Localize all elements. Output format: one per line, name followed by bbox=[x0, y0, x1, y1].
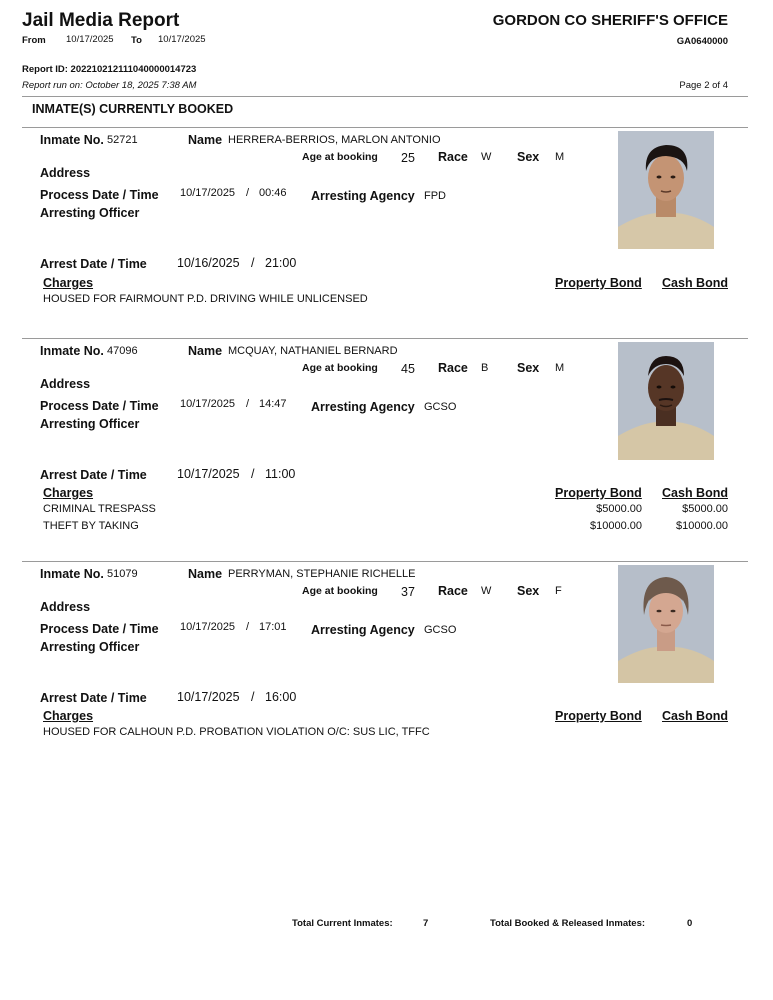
record-divider bbox=[22, 561, 748, 562]
process-time: 17:01 bbox=[259, 621, 287, 633]
record-divider bbox=[22, 338, 748, 339]
race-label: Race bbox=[438, 150, 468, 164]
booking-photo bbox=[618, 565, 714, 683]
agency-label: Arresting Agency bbox=[311, 400, 415, 414]
age-label: Age at booking bbox=[302, 362, 378, 374]
process-time: 00:46 bbox=[259, 187, 287, 199]
slash-separator: / bbox=[251, 256, 255, 270]
property-bond-header: Property Bond bbox=[555, 486, 642, 500]
process-label: Process Date / Time bbox=[40, 622, 159, 636]
officer-label: Arresting Officer bbox=[40, 206, 140, 220]
cash-bond-header: Cash Bond bbox=[662, 276, 728, 290]
inmate-name: HERRERA-BERRIOS, MARLON ANTONIO bbox=[228, 134, 441, 146]
slash-separator: / bbox=[246, 398, 250, 410]
agency-label: Arresting Agency bbox=[311, 189, 415, 203]
inmate-no: 52721 bbox=[107, 134, 138, 146]
inmate-no-label: Inmate No. bbox=[40, 133, 104, 147]
section-title: INMATE(S) CURRENTLY BOOKED bbox=[32, 102, 234, 116]
charges-header: Charges bbox=[43, 709, 94, 723]
sex-value: M bbox=[555, 362, 565, 374]
charge-text: CRIMINAL TRESPASS bbox=[43, 503, 156, 515]
arrest-date: 10/17/2025 bbox=[177, 467, 240, 481]
process-time: 14:47 bbox=[259, 398, 287, 410]
sheriff-office: GORDON CO SHERIFF'S OFFICE bbox=[492, 12, 728, 29]
charge-text: THEFT BY TAKING bbox=[43, 520, 139, 532]
to-label: To bbox=[131, 35, 142, 46]
cash-bond-header: Cash Bond bbox=[662, 709, 728, 723]
age-value: 25 bbox=[401, 151, 415, 165]
to-date: 10/17/2025 bbox=[158, 34, 206, 45]
arrest-date: 10/17/2025 bbox=[177, 690, 240, 704]
charge-text: HOUSED FOR CALHOUN P.D. PROBATION VIOLATION O/C: SUS LIC, TFFC bbox=[43, 726, 430, 738]
booking-photo bbox=[618, 131, 714, 249]
arrest-time: 21:00 bbox=[265, 256, 297, 270]
inmate-name: MCQUAY, NATHANIEL BERNARD bbox=[228, 345, 398, 357]
age-value: 37 bbox=[401, 585, 415, 599]
total-released-label: Total Booked & Released Inmates: bbox=[490, 918, 646, 929]
property-bond-header: Property Bond bbox=[555, 709, 642, 723]
arrest-label: Arrest Date / Time bbox=[40, 691, 147, 705]
slash-separator: / bbox=[251, 690, 255, 704]
arrest-time: 16:00 bbox=[265, 690, 297, 704]
arrest-time: 11:00 bbox=[265, 467, 296, 481]
agency-value: FPD bbox=[424, 190, 446, 202]
header-divider bbox=[22, 96, 748, 97]
slash-separator: / bbox=[246, 187, 250, 199]
process-date: 10/17/2025 bbox=[180, 187, 236, 199]
charges-header: Charges bbox=[43, 486, 94, 500]
agency-id: GA0640000 bbox=[676, 36, 728, 47]
report-run-on: Report run on: October 18, 2025 7:38 AM bbox=[22, 80, 197, 91]
age-label: Age at booking bbox=[302, 151, 378, 163]
process-date: 10/17/2025 bbox=[180, 398, 236, 410]
total-released-value: 0 bbox=[687, 918, 693, 929]
name-label: Name bbox=[188, 567, 223, 581]
process-date: 10/17/2025 bbox=[180, 621, 236, 633]
page-number: Page 2 of 4 bbox=[679, 80, 728, 91]
name-label: Name bbox=[188, 133, 223, 147]
sex-label: Sex bbox=[517, 584, 540, 598]
race-value: B bbox=[481, 362, 489, 374]
slash-separator: / bbox=[251, 467, 255, 481]
inmate-no-label: Inmate No. bbox=[40, 344, 104, 358]
age-label: Age at booking bbox=[302, 585, 378, 597]
address-label: Address bbox=[40, 600, 91, 614]
arrest-label: Arrest Date / Time bbox=[40, 468, 147, 482]
cash-bond-value: $5000.00 bbox=[682, 503, 728, 515]
race-label: Race bbox=[438, 584, 468, 598]
cash-bond-header: Cash Bond bbox=[662, 486, 728, 500]
slash-separator: / bbox=[246, 621, 250, 633]
agency-label: Arresting Agency bbox=[311, 623, 415, 637]
inmate-name: PERRYMAN, STEPHANIE RICHELLE bbox=[228, 568, 416, 580]
inmate-no: 51079 bbox=[107, 568, 138, 580]
arrest-label: Arrest Date / Time bbox=[40, 257, 147, 271]
cash-bond-value: $10000.00 bbox=[676, 520, 728, 532]
agency-value: GCSO bbox=[424, 624, 457, 636]
age-value: 45 bbox=[401, 362, 415, 376]
address-label: Address bbox=[40, 377, 91, 391]
process-label: Process Date / Time bbox=[40, 399, 159, 413]
total-current-value: 7 bbox=[423, 918, 429, 929]
sex-value: M bbox=[555, 151, 565, 163]
from-date: 10/17/2025 bbox=[66, 34, 114, 45]
race-value: W bbox=[481, 585, 492, 597]
section-divider bbox=[22, 127, 748, 128]
report-id: Report ID: 202210212111040000014723 bbox=[22, 64, 197, 75]
booking-photo bbox=[618, 342, 714, 460]
inmate-no-label: Inmate No. bbox=[40, 567, 104, 581]
process-label: Process Date / Time bbox=[40, 188, 159, 202]
officer-label: Arresting Officer bbox=[40, 417, 140, 431]
from-label: From bbox=[22, 35, 46, 46]
charges-header: Charges bbox=[43, 276, 94, 290]
total-current-label: Total Current Inmates: bbox=[292, 918, 393, 929]
race-value: W bbox=[481, 151, 492, 163]
name-label: Name bbox=[188, 344, 223, 358]
inmate-no: 47096 bbox=[107, 345, 138, 357]
agency-value: GCSO bbox=[424, 401, 457, 413]
race-label: Race bbox=[438, 361, 468, 375]
property-bond-value: $5000.00 bbox=[596, 503, 642, 515]
property-bond-header: Property Bond bbox=[555, 276, 642, 290]
sex-value: F bbox=[555, 585, 562, 597]
report-title: Jail Media Report bbox=[22, 10, 180, 31]
charge-text: HOUSED FOR FAIRMOUNT P.D. DRIVING WHILE UNLICENSED bbox=[43, 293, 368, 305]
address-label: Address bbox=[40, 166, 91, 180]
officer-label: Arresting Officer bbox=[40, 640, 140, 654]
property-bond-value: $10000.00 bbox=[590, 520, 642, 532]
sex-label: Sex bbox=[517, 361, 540, 375]
sex-label: Sex bbox=[517, 150, 540, 164]
arrest-date: 10/16/2025 bbox=[177, 256, 240, 270]
